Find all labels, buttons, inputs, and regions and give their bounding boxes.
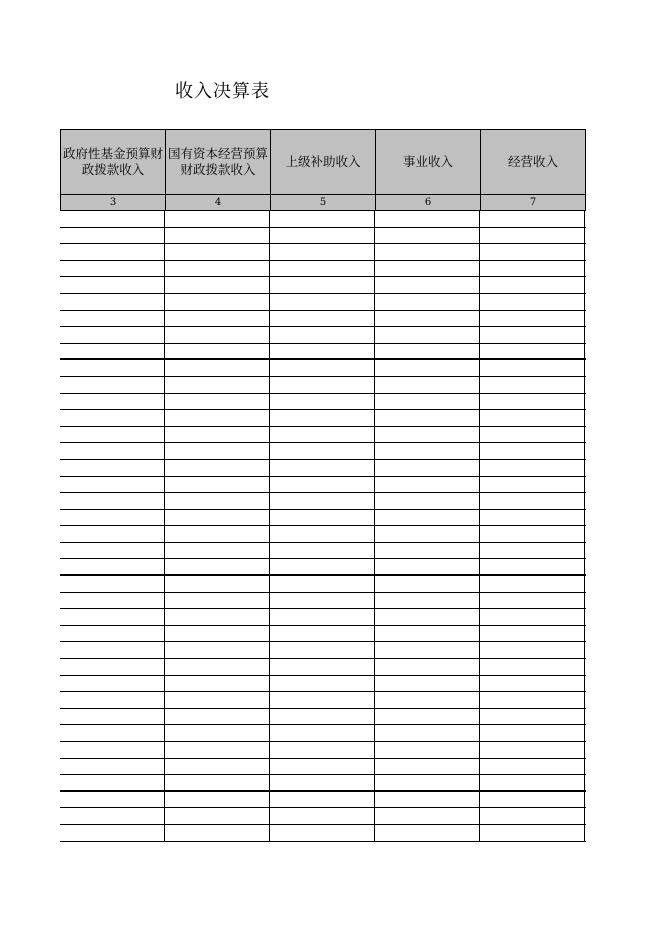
column-number: 3 [61,195,166,210]
table-cell[interactable] [480,609,585,625]
table-row [60,493,586,510]
table-cell[interactable] [375,825,480,841]
table-row [60,609,586,626]
table-cell[interactable] [60,493,165,509]
table-cell[interactable] [480,344,585,359]
table-cell[interactable] [60,642,165,658]
table-cell[interactable] [60,725,165,741]
table-row [60,792,586,809]
table-row [60,360,586,377]
table-cell[interactable] [60,526,165,542]
table-cell[interactable] [60,709,165,725]
table-cell[interactable] [480,311,585,327]
column-number: 6 [376,195,481,210]
table-cell[interactable] [165,825,270,841]
table-cell[interactable] [270,559,375,574]
table-cell[interactable] [270,576,375,592]
table-cell[interactable] [60,344,165,359]
table-cell[interactable] [375,626,480,642]
table-cell[interactable] [375,377,480,393]
table-cell[interactable] [165,443,270,459]
table-cell[interactable] [165,792,270,808]
table-cell[interactable] [480,642,585,658]
table-cell[interactable] [165,526,270,542]
table-cell[interactable] [60,510,165,526]
table-cell[interactable] [375,493,480,509]
table-cell[interactable] [270,692,375,708]
table-cell[interactable] [375,294,480,310]
table-cell[interactable] [270,759,375,775]
table-row [60,742,586,759]
table-row [60,775,586,792]
table-cell[interactable] [60,443,165,459]
table-cell[interactable] [270,443,375,459]
table-cell[interactable] [270,344,375,359]
table-cell[interactable] [60,261,165,277]
table-cell[interactable] [270,526,375,542]
table-cell[interactable] [480,294,585,310]
table-row [60,294,586,311]
table-cell[interactable] [165,676,270,692]
table-cell[interactable] [165,261,270,277]
table-cell[interactable] [60,244,165,260]
table-cell[interactable] [480,244,585,260]
table-cell[interactable] [270,510,375,526]
table-cell[interactable] [60,294,165,310]
table-cell[interactable] [270,676,375,692]
table-cell[interactable] [270,593,375,609]
table-cell[interactable] [375,277,480,293]
table-cell[interactable] [480,443,585,459]
table-row [60,394,586,411]
table-cell[interactable] [375,311,480,327]
table-cell[interactable] [270,742,375,758]
column-header-row [60,129,586,195]
table-row [60,327,586,344]
page-title: 收入决算表 [175,81,270,102]
table-cell[interactable] [60,659,165,675]
table-cell[interactable] [375,676,480,692]
table-cell[interactable] [375,344,480,359]
table-cell[interactable] [270,394,375,410]
column-header-operating-income: 经营收入 [481,130,586,194]
table-cell[interactable] [165,244,270,260]
table-cell[interactable] [165,228,270,244]
table-cell[interactable] [165,593,270,609]
table-cell[interactable] [480,559,585,574]
table-row [60,261,586,278]
table-cell[interactable] [480,659,585,675]
table-cell[interactable] [480,327,585,343]
table-cell[interactable] [60,427,165,443]
table-cell[interactable] [270,477,375,493]
table-cell[interactable] [165,377,270,393]
table-cell[interactable] [165,460,270,476]
table-cell[interactable] [480,808,585,824]
table-cell[interactable] [375,360,480,376]
table-cell[interactable] [375,211,480,227]
table-cell[interactable] [60,394,165,410]
table-cell[interactable] [480,360,585,376]
table-cell[interactable] [165,493,270,509]
table-cell[interactable] [60,759,165,775]
table-cell[interactable] [270,825,375,841]
table-cell[interactable] [375,460,480,476]
column-header-business-income: 事业收入 [376,130,481,194]
table-cell[interactable] [270,294,375,310]
column-number: 7 [481,195,586,210]
table-cell[interactable] [270,543,375,559]
table-cell[interactable] [270,775,375,790]
table-row [60,344,586,361]
table-cell[interactable] [480,543,585,559]
table-cell[interactable] [165,626,270,642]
table-cell[interactable] [60,576,165,592]
column-number-row [60,195,586,211]
table-cell[interactable] [270,808,375,824]
table-cell[interactable] [480,825,585,841]
table-cell[interactable] [480,410,585,426]
table-cell[interactable] [270,792,375,808]
table-cell[interactable] [60,543,165,559]
table-cell[interactable] [480,510,585,526]
table-cell[interactable] [60,808,165,824]
table-cell[interactable] [60,311,165,327]
table-cell[interactable] [60,742,165,758]
table-cell[interactable] [270,427,375,443]
table-cell[interactable] [165,609,270,625]
table-cell[interactable] [270,410,375,426]
table-cell[interactable] [270,228,375,244]
table-cell[interactable] [165,576,270,592]
table-row [60,626,586,643]
table-cell[interactable] [270,709,375,725]
table-row [60,759,586,776]
table-cell[interactable] [60,825,165,841]
table-cell[interactable] [480,593,585,609]
table-row [60,460,586,477]
table-cell[interactable] [375,394,480,410]
table-cell[interactable] [165,211,270,227]
table-cell[interactable] [165,410,270,426]
table-cell[interactable] [480,742,585,758]
table-cell[interactable] [375,543,480,559]
column-number: 4 [166,195,271,210]
column-header-superior-subsidy: 上级补助收入 [271,130,376,194]
table-cell[interactable] [60,626,165,642]
table-cell[interactable] [375,327,480,343]
table-cell[interactable] [375,427,480,443]
table-cell[interactable] [165,477,270,493]
table-cell[interactable] [375,808,480,824]
table-cell[interactable] [480,211,585,227]
table-cell[interactable] [480,460,585,476]
table-cell[interactable] [165,277,270,293]
table-cell[interactable] [270,211,375,227]
table-row [60,642,586,659]
table-cell[interactable] [375,759,480,775]
table-cell[interactable] [165,808,270,824]
table-cell[interactable] [480,277,585,293]
table-cell[interactable] [480,792,585,808]
table-row [60,410,586,427]
table-cell[interactable] [375,244,480,260]
table-cell[interactable] [270,277,375,293]
table-cell[interactable] [165,559,270,574]
table-cell[interactable] [375,593,480,609]
table-cell[interactable] [165,543,270,559]
table-cell[interactable] [60,277,165,293]
table-cell[interactable] [60,228,165,244]
table-cell[interactable] [165,742,270,758]
table-cell[interactable] [375,642,480,658]
table-cell[interactable] [480,725,585,741]
table-cell[interactable] [480,576,585,592]
table-cell[interactable] [480,759,585,775]
table-cell[interactable] [375,725,480,741]
table-cell[interactable] [480,394,585,410]
table-row [60,277,586,294]
table-cell[interactable] [60,360,165,376]
table-cell[interactable] [480,692,585,708]
table-cell[interactable] [480,427,585,443]
table-cell[interactable] [480,676,585,692]
table-cell[interactable] [60,692,165,708]
table-cell[interactable] [60,477,165,493]
table-cell[interactable] [270,659,375,675]
table-cell[interactable] [375,609,480,625]
table-cell[interactable] [165,344,270,359]
table-row [60,559,586,576]
table-body [60,211,586,842]
table-cell[interactable] [165,294,270,310]
table-row [60,808,586,825]
table-cell[interactable] [270,626,375,642]
table-cell[interactable] [60,460,165,476]
table-cell[interactable] [165,692,270,708]
table-row [60,709,586,726]
table-cell[interactable] [270,261,375,277]
table-cell[interactable] [165,311,270,327]
table-cell[interactable] [375,742,480,758]
table-cell[interactable] [480,377,585,393]
table-row [60,510,586,527]
table-cell[interactable] [165,394,270,410]
table-row [60,825,586,842]
table-cell[interactable] [60,327,165,343]
table-cell[interactable] [165,775,270,790]
table-row [60,526,586,543]
table-cell[interactable] [375,228,480,244]
table-cell[interactable] [375,576,480,592]
table-row [60,477,586,494]
table-cell[interactable] [165,360,270,376]
table-row [60,659,586,676]
table-cell[interactable] [60,211,165,227]
table-cell[interactable] [165,725,270,741]
table-cell[interactable] [480,626,585,642]
income-statement-table [60,129,586,842]
table-cell[interactable] [60,775,165,790]
column-number: 5 [271,195,376,210]
table-cell[interactable] [375,709,480,725]
table-cell[interactable] [165,659,270,675]
table-cell[interactable] [375,792,480,808]
table-row [60,593,586,610]
table-row [60,311,586,328]
table-row [60,543,586,560]
table-cell[interactable] [60,676,165,692]
table-cell[interactable] [270,609,375,625]
table-cell[interactable] [480,775,585,790]
table-row [60,228,586,245]
table-cell[interactable] [375,410,480,426]
table-cell[interactable] [165,327,270,343]
table-cell[interactable] [375,775,480,790]
table-cell[interactable] [270,311,375,327]
table-cell[interactable] [375,559,480,574]
column-header-state-capital: 国有资本经营预算财政拨款收入 [166,130,271,194]
table-cell[interactable] [375,261,480,277]
table-row [60,244,586,261]
table-cell[interactable] [375,477,480,493]
table-cell[interactable] [165,759,270,775]
table-cell[interactable] [270,725,375,741]
table-row [60,576,586,593]
column-header-gov-fund: 政府性基金预算财政拨款收入 [61,130,166,194]
table-cell[interactable] [480,477,585,493]
table-cell[interactable] [60,559,165,574]
table-cell[interactable] [165,510,270,526]
table-cell[interactable] [480,261,585,277]
table-row [60,725,586,742]
table-cell[interactable] [375,526,480,542]
table-cell[interactable] [375,692,480,708]
table-row [60,443,586,460]
table-cell[interactable] [270,377,375,393]
table-cell[interactable] [270,244,375,260]
table-cell[interactable] [375,443,480,459]
table-cell[interactable] [480,709,585,725]
table-cell[interactable] [375,510,480,526]
table-cell[interactable] [375,659,480,675]
table-cell[interactable] [480,228,585,244]
table-cell[interactable] [480,526,585,542]
table-cell[interactable] [270,460,375,476]
table-row [60,211,586,228]
table-cell[interactable] [270,327,375,343]
table-row [60,427,586,444]
table-cell[interactable] [60,792,165,808]
table-cell[interactable] [165,642,270,658]
table-row [60,676,586,693]
table-row [60,377,586,394]
table-cell[interactable] [480,493,585,509]
table-cell[interactable] [270,360,375,376]
table-row [60,692,586,709]
table-cell[interactable] [165,709,270,725]
table-cell[interactable] [165,427,270,443]
table-cell[interactable] [60,410,165,426]
table-cell[interactable] [60,377,165,393]
table-cell[interactable] [270,642,375,658]
table-cell[interactable] [270,493,375,509]
table-cell[interactable] [60,609,165,625]
table-cell[interactable] [60,593,165,609]
